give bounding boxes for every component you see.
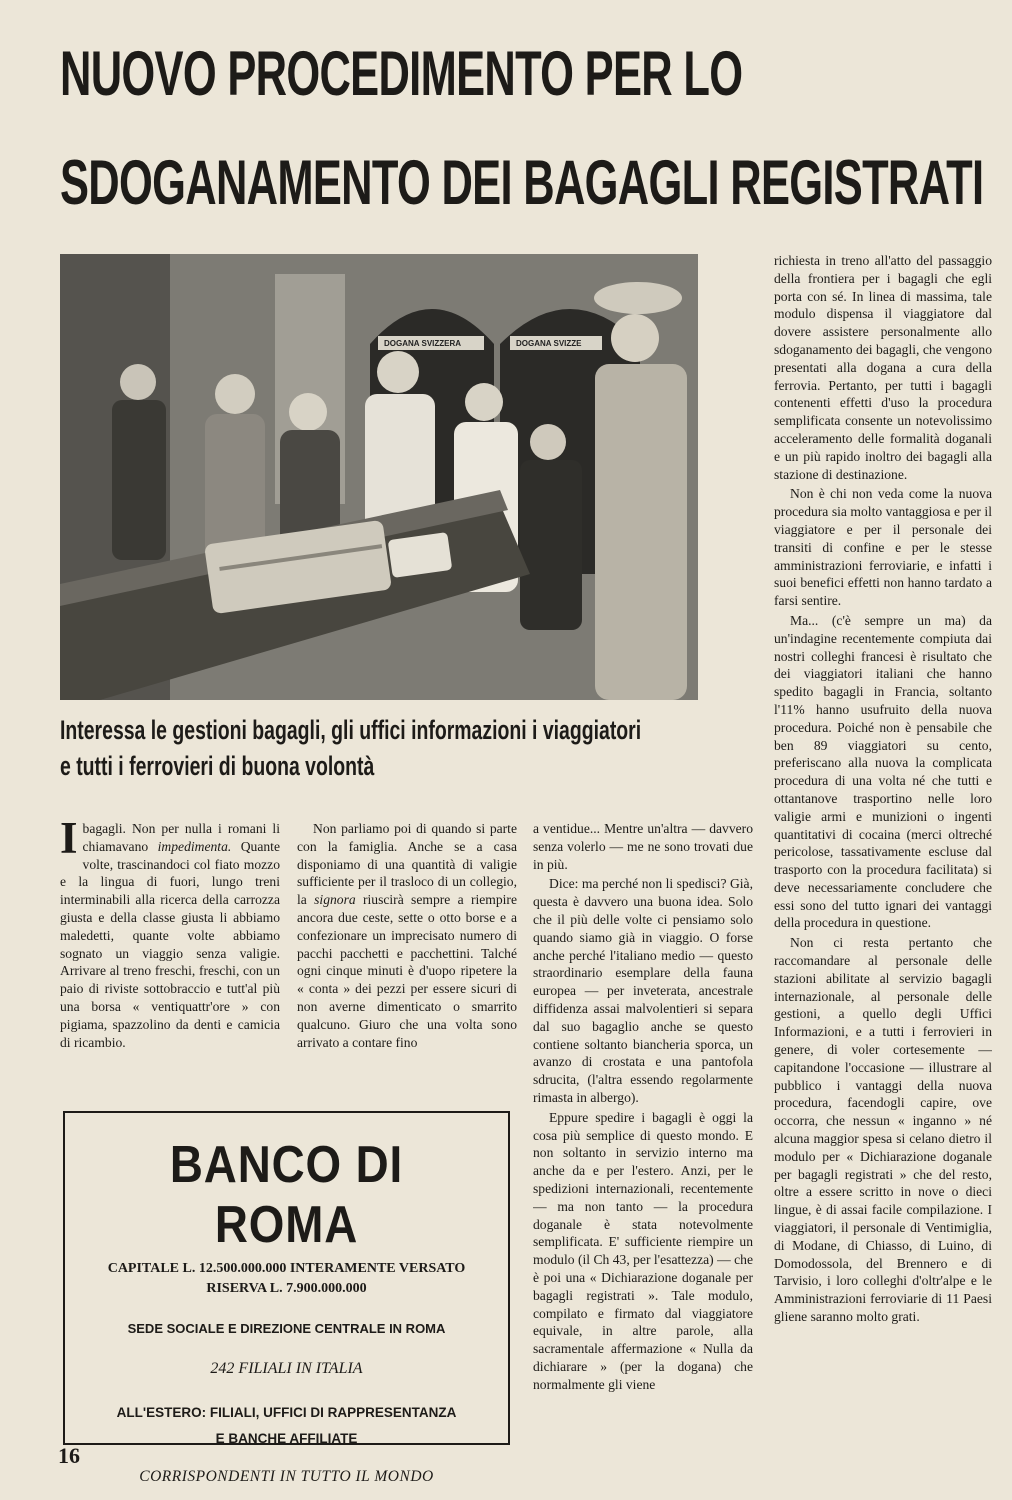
bank-name: BANCO DI ROMA (169, 1136, 404, 1254)
bank-reserve: RISERVA L. 7.900.000.000 (206, 1281, 367, 1296)
page-number: 16 (58, 1443, 80, 1468)
subheadline-line-2: e tutti i ferrovieri di buona volontà (60, 751, 375, 781)
article-column-4 (774, 252, 992, 1472)
bank-capital: CAPITALE L. 12.500.000.000 INTERAMENTE VERSATO (107, 1261, 466, 1276)
subheadline (60, 712, 641, 784)
emphasis-text: signora (314, 892, 356, 908)
paragraph: Ma... (c'è sempre un ma) da un'indagine recentemente compiuta dai nostri colleghi francesi è risultato che dei viaggiatori italiani che hanno spedito bagagli in Francia, soltanto l'11% hanno usufruito della nuova procedura. Poiché non è pensabile che ben 89 viaggiatori su cento, preferiscano alla nuova la complicata procedura di una volta né che tutti e ottantanove trasportino nelle loro valigie armi e munizioni o ingenti quantitativi di cocaina (merci oltreché pericolose, tassativamente escluse dal trasporto con la procedura facilitata) si deve necessariamente concludere che essi sono del tutto ignari dei vantaggi della procedura in questione. (774, 612, 992, 931)
article-column-2 (297, 820, 517, 1080)
article-column-1 (60, 820, 280, 1080)
headline-line-2: SDOGANAMENTO DEI BAGAGLI REGISTRATI (60, 148, 984, 218)
bank-headquarters: SEDE SOCIALE E DIREZIONE CENTRALE IN ROMA (127, 1321, 446, 1336)
emphasis-text: impedimenta. (157, 838, 232, 854)
headline-line-1: NUOVO PROCEDIMENTO PER LO (60, 39, 743, 109)
customs-photo (60, 254, 698, 700)
drop-cap: I (60, 820, 78, 863)
paragraph: Dice: ma perché non li spedisci? Già, questa è davvero una buona idea. Solo che il più delle volte ci pensiamo solo quando siamo già in viaggio. O forse anche perché l'italiano medio — questo straordinario esemplare della fauna europea — per inveterata, ancestrale diffidenza assai malvolentieri si separa dal suo bagaglio anche se questo contiene soltanto biancheria sporca, un avanzo di crostata e una pantofola sdrucita, (l'altra essendo regolarmente rimasta in albergo). (533, 876, 753, 1105)
bank-correspondents: CORRISPONDENTI IN TUTTO IL MONDO (139, 1468, 434, 1485)
paragraph: Non è chi non veda come la nuova procedura sia molto vantaggiosa e per il viaggiatore e per il personale dei transiti di confine e per le stesse amministrazioni ferroviarie, e infatti i suoi benefici effetti non hanno tardato a farsi sentire. (774, 486, 992, 609)
paragraph: a ventidue... Mentre un'altra — davvero senza volerlo — me ne sono trovati due in più. (533, 821, 753, 872)
customs-photo-illustration (60, 254, 698, 700)
paragraph: Eppure spedire i bagagli è oggi la cosa più semplice di questo mondo. E non soltanto in servizio interno ma anche da e per l'estero. Anzi, per le spedizioni internazionali, recentemente — ma non tanto — la procedura doganale è stata notevolmente semplificata. E' sufficiente riempire un modulo (il Ch 43, per l'esattezza) — che è poi una « Dichiarazione doganale per bagagli registrati ». Tale modulo, compilato e firmato dal viaggiatore equivale, in altre parole, alla sacramentale affermazione « Nulla da dichiarare » (per la dogana) che normalmente gli viene (533, 1109, 753, 1392)
paragraph-text: Non parliamo poi di quando si parte con la famiglia. Anche se a casa disponiamo di una quantità di valigie sufficiente per il trasloco di un collegio, la (297, 821, 517, 908)
paragraph-text: bagagli. Non per nulla i romani li chiamavano (82, 821, 280, 854)
paragraph: richiesta in treno all'atto del passaggio della frontiera per i bagagli che egli porta con sé. In linea di massima, tale modulo dispensa il viaggiatore dal dovere assistere personalmente allo sdoganamento dei bagagli, che vengono presentati alla dogana a cura della ferrovia. Pertanto, per tutti i bagagli contenenti effetti d'uso la procedura semplificata consente un notevolissimo acceleramento delle formalità doganali e un più rapido inoltro dei bagagli alla stazione di destinazione. (774, 253, 992, 482)
bank-branches: 242 FILIALI IN ITALIA (210, 1360, 363, 1377)
bank-abroad-line-2: E BANCHE AFFILIATE (215, 1431, 358, 1446)
sign-dogana-left: DOGANA SVIZZERA (384, 339, 462, 348)
paragraph (60, 820, 280, 1051)
paragraph: Non ci resta pertanto che raccomandare al personale delle stazioni abilitate al servizio bagagli internazionale, al personale delle gestioni, a quello degli Uffici Informazioni, e a tutti i ferrovieri in genere, di voler cortesemente — capitandone l'occasione — illustrare al pubblico i vantaggi della nuova procedura, facendogli capire, ove occorra, che nessun « inganno » né alcuna maggior spesa si celano dietro il modulo per « Dichiarazione doganale per bagagli registrati » che del resto, oltre a essere scritto in nove o dieci lingue, è di assai facile compilazione. I viaggiatori, il personale di Ventimiglia, di Modane, di Chiasso, di Luino, di Domodossola, del Brennero e di Tarvisio, i loro colleghi d'oltr'alpe e le Amministrazioni ferroviarie di 11 Paesi gliene saranno molto grati. (774, 935, 992, 1325)
subheadline-line-1: Interessa le gestioni bagagli, gli uffici informazioni i viaggiatori (60, 715, 642, 745)
sign-dogana-right: DOGANA SVIZZE (516, 339, 582, 348)
paragraph-text: Quante volte, trascinandoci col fiato mozzo e la lingua di fuori, lungo treni interminabili alla ricerca della carrozza giusta e della classe giusta li abbiamo maledetti, quante volte abbiamo sognato un viaggio senza valigie. Arrivare al treno freschi, freschi, con un paio di riviste sottobraccio e tutt'al più una borsa « ventiquattr'ore » con pigiama, spazzolino da denti e camicia di ricambio. (60, 838, 280, 1050)
bank-abroad-line-1: ALL'ESTERO: FILIALI, UFFICI DI RAPPRESENTANZA (116, 1405, 457, 1420)
bank-abroad (65, 1400, 508, 1452)
paragraph (297, 820, 517, 1051)
article-column-3 (533, 820, 753, 1470)
paragraph-text: riuscirà sempre a riempire ancora due ceste, sette o otto borse e a confezionare un imprecisato numero di pacchi pacchetti e pacchettini. Talché ogni cinque minuti è d'uopo ripetere la « conta » dei pezzi per essere sicuri di non averne dimenticato o smarrito qualcuno. Giuro che una volta sono arrivato a contare fino (297, 892, 517, 1050)
